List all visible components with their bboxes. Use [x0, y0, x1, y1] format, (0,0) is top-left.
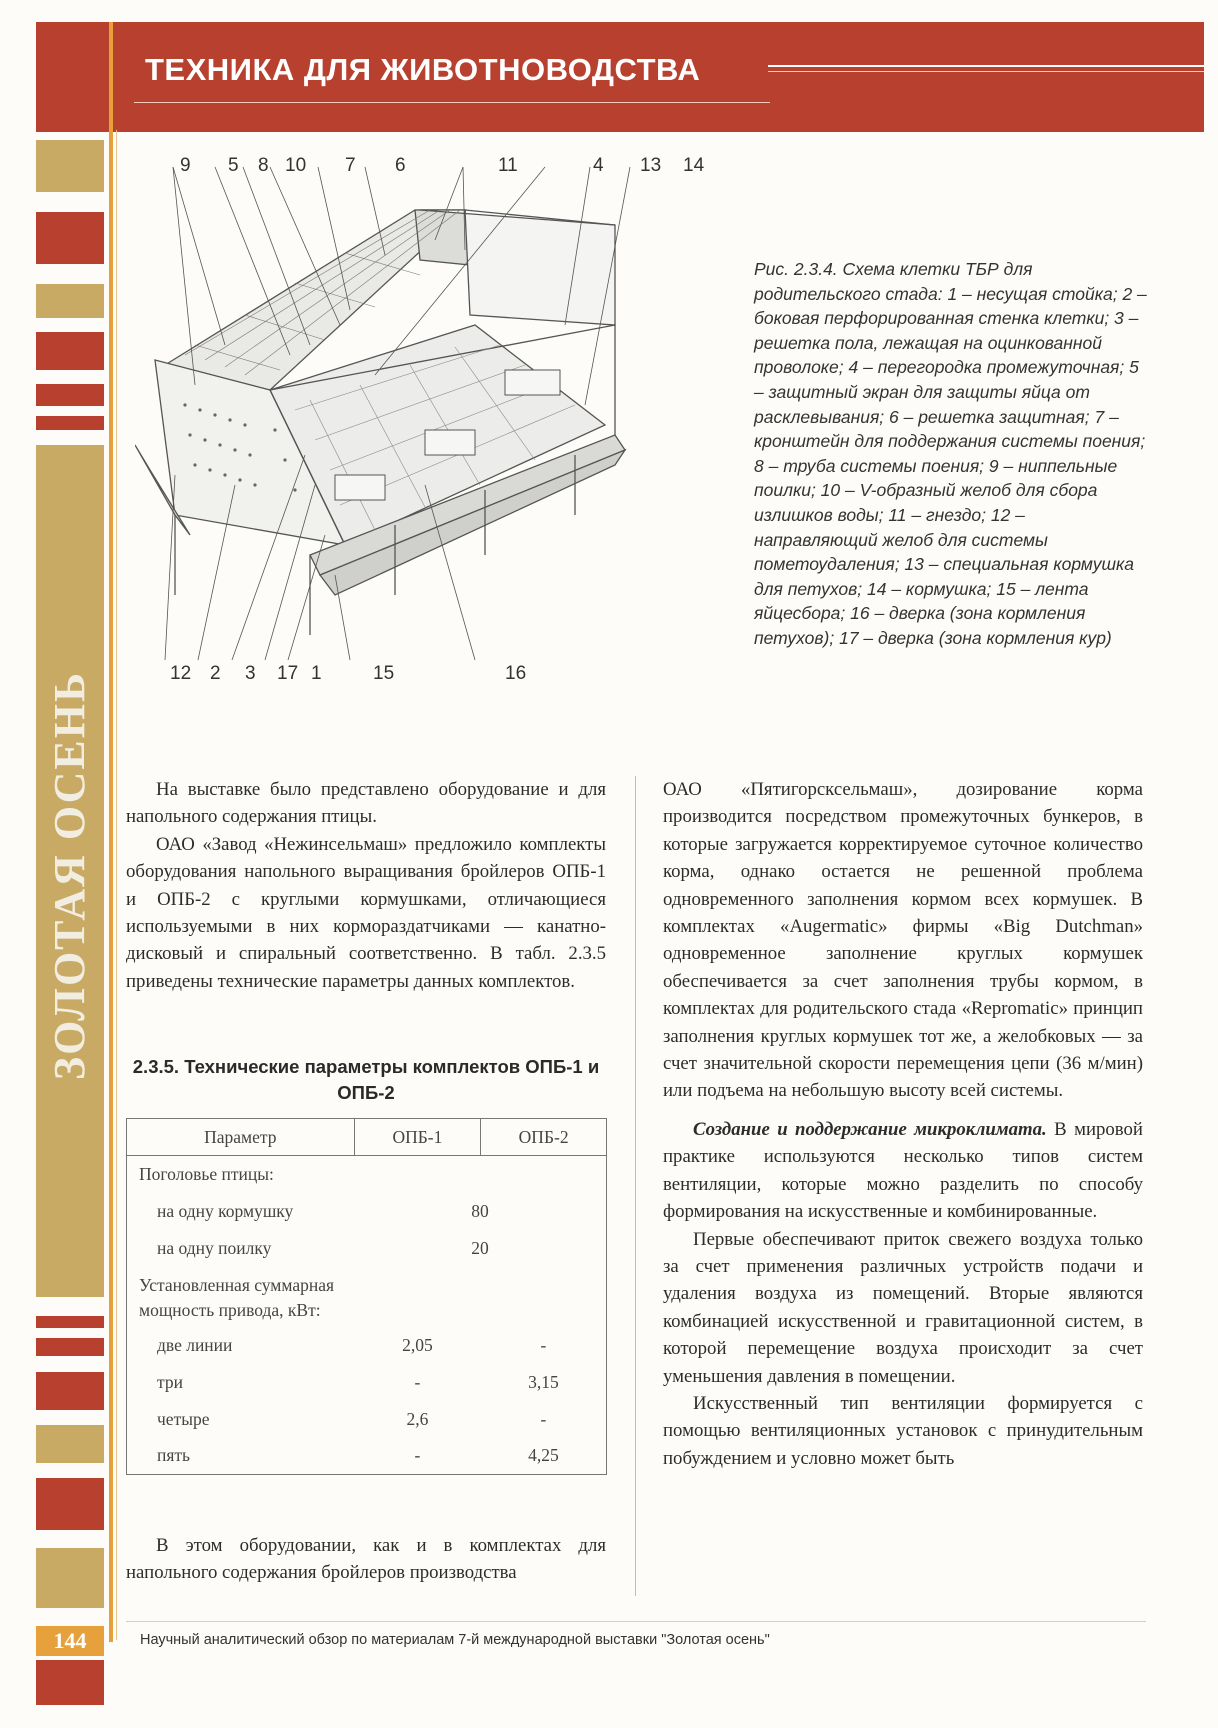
table-row	[127, 1438, 607, 1475]
cell-value: 3,15	[528, 1371, 559, 1392]
cell-value: -	[540, 1408, 547, 1429]
strip-red	[36, 332, 104, 370]
cage-drawing	[135, 155, 725, 695]
row-label: пять	[157, 1445, 191, 1466]
column-header: Параметр	[127, 1119, 355, 1156]
strip-gold	[36, 1425, 104, 1463]
paragraph: Искусственный тип вентиляции формируется с помощью вентиляционных установок с принудительным побуждением и условно может быть	[663, 1392, 1143, 1469]
label-6: 6	[395, 155, 406, 176]
row-label: на одну кормушку	[157, 1200, 294, 1221]
label-12: 12	[170, 663, 192, 684]
strip-red	[36, 416, 104, 430]
title-underline	[134, 102, 770, 103]
strip-red	[36, 1338, 104, 1356]
paragraph: Первые обеспечивают приток свежего воздуха только за счет применения различных устройств подачи и удаления воздуха из помещений. Вторые являются комбинацией искусственной и гравитационной систем, в которой перемещение воздуха происходит за счет уменьшения давления в помещении.	[663, 1228, 1143, 1387]
strip-red	[36, 212, 104, 264]
paragraph: ОАО «Пятигорсксельмаш», дозирование корма производится посредством промежуточных бункеров, в которые загружается корректируемое суточное количество корма, однако остается не решенной проблема одновременного заполнения кормом всех кормушек. В комплектах «Augermatic» фирмы «Big Dutchman» одновременное заполнение круглых кормушек обеспечивается за счет заполнения трубы кормом, в комплектах для родительского стада «Repromatic» принцип заполнения круглых кормушек тот же, а желобковых — за счет значительной скорости перемещения цепи (36 м/мин) или подъема на небольшую высоту всей системы.	[663, 779, 1143, 1102]
group-label: Установленная суммарная мощность привода, кВт:	[139, 1274, 335, 1320]
label-11: 11	[498, 155, 518, 176]
table-row	[127, 1401, 607, 1438]
table-row	[127, 1193, 607, 1230]
strip-red	[36, 1372, 104, 1410]
label-5: 5	[228, 155, 239, 176]
strip-red	[36, 384, 104, 406]
label-15: 15	[373, 663, 395, 684]
label-14: 14	[683, 155, 705, 176]
orange-vertical-rule	[109, 22, 113, 1642]
group-label: Поголовье птицы:	[139, 1163, 274, 1184]
label-13: 13	[640, 155, 662, 176]
label-10: 10	[285, 155, 307, 176]
label-4: 4	[593, 155, 604, 176]
header-rule	[768, 65, 1204, 67]
left-column-bottom	[126, 1532, 606, 1587]
row-label: четыре	[157, 1408, 210, 1429]
subheading: Создание и поддержание микроклимата.	[693, 1118, 1047, 1140]
paragraph: В этом оборудовании, как и в комплектах для напольного содержания бройлеров производства	[126, 1535, 606, 1584]
table-title: 2.3.5. Технические параметры комплектов ОПБ-1 и ОПБ-2	[132, 1056, 600, 1103]
column-header: ОПБ-1	[354, 1119, 481, 1156]
cell-value: 80	[471, 1200, 489, 1221]
strip-gold	[36, 284, 104, 318]
strip-red	[36, 1478, 104, 1530]
strip-gold	[36, 140, 104, 192]
paragraph-microclimate	[663, 1116, 1143, 1226]
label-7: 7	[345, 155, 356, 176]
table-row	[127, 1364, 607, 1401]
paragraph: На выставке было представлено оборудование и для напольного содержания птицы.	[126, 779, 606, 828]
cell-value: 2,6	[406, 1408, 429, 1429]
side-title	[36, 655, 104, 1095]
section-title: ТЕХНИКА ДЛЯ ЖИВОТНОВОДСТВА	[145, 52, 701, 87]
label-2: 2	[210, 663, 221, 684]
cell-value: 4,25	[528, 1445, 559, 1466]
paragraph-text: В мировой практике используются несколько типов систем вентиляции, которые можно разделить по способу формирования на искусственные и комбинированные.	[663, 1118, 1143, 1223]
strip-red	[36, 1316, 104, 1328]
side-title-text: ЗОЛОТАЯ ОСЕНЬ	[45, 670, 95, 1080]
header-rule-thin	[768, 71, 1204, 72]
cage-diagram	[135, 155, 725, 695]
table-row	[127, 1230, 607, 1267]
label-1: 1	[311, 663, 322, 684]
label-3: 3	[245, 663, 256, 684]
right-column	[663, 776, 1143, 1472]
row-label: три	[157, 1371, 183, 1392]
strip-gold	[36, 1548, 104, 1608]
parameters-table	[126, 1118, 607, 1475]
row-label: две линии	[157, 1334, 233, 1355]
column-separator	[635, 776, 636, 1596]
paragraph: ОАО «Завод «Нежинсельмаш» предложило комплекты оборудования напольного выращивания бройлеров ОПБ-1 и ОПБ-2 с круглыми кормушками, отличающиеся используемыми в них кормораздатчиками — канатно-дисковый и спиральный соответственно. В табл. 2.3.5 приведены технические параметры данных комплектов.	[126, 833, 606, 992]
cell-value: -	[414, 1371, 421, 1392]
row-label: на одну поилку	[157, 1237, 272, 1258]
thin-vertical-rule	[116, 130, 117, 1640]
footer-rule	[126, 1621, 1146, 1622]
cell-value: -	[540, 1334, 547, 1355]
label-9: 9	[180, 155, 191, 176]
column-header: ОПБ-2	[481, 1119, 607, 1156]
cell-value: 2,05	[402, 1334, 433, 1355]
label-16: 16	[505, 663, 527, 684]
table-row	[127, 1267, 607, 1327]
cell-value: 20	[471, 1237, 489, 1258]
table-row	[127, 1156, 607, 1193]
figure-caption: Рис. 2.3.4. Схема клетки ТБР для родительского стада: 1 – несущая стойка; 2 – боковая перфорированная стенка клетки; 3 – решетка пола, лежащая на оцинкованной проволоке; 4 – перегородка промежуточная; 5 – защитный экран для защиты яйца от расклевывания; 6 – решетка защитная; 7 – кронштейн для поддержания системы поения; 8 – труба системы поения; 9 – ниппельные поилки; 10 – V-образный желоб для сбора излишков воды; 11 – гнездо; 12 – направляющий желоб для системы пометоудаления; 13 – специальная кормушка для петухов; 14 – кормушка; 15 – лента яйцесбора; 16 – дверка (зона кормления петухов); 17 – дверка (зона кормления кур)	[754, 259, 1147, 648]
table-header-row	[127, 1119, 607, 1156]
label-8: 8	[258, 155, 269, 176]
footer-bar	[36, 1660, 104, 1705]
label-17: 17	[277, 663, 299, 684]
table-row	[127, 1327, 607, 1364]
page-number: 144	[36, 1626, 104, 1656]
left-column	[126, 776, 606, 995]
cell-value: -	[414, 1445, 421, 1466]
footer-text: Научный аналитический обзор по материалам 7-й международной выставки "Золотая осень"	[140, 1632, 770, 1648]
